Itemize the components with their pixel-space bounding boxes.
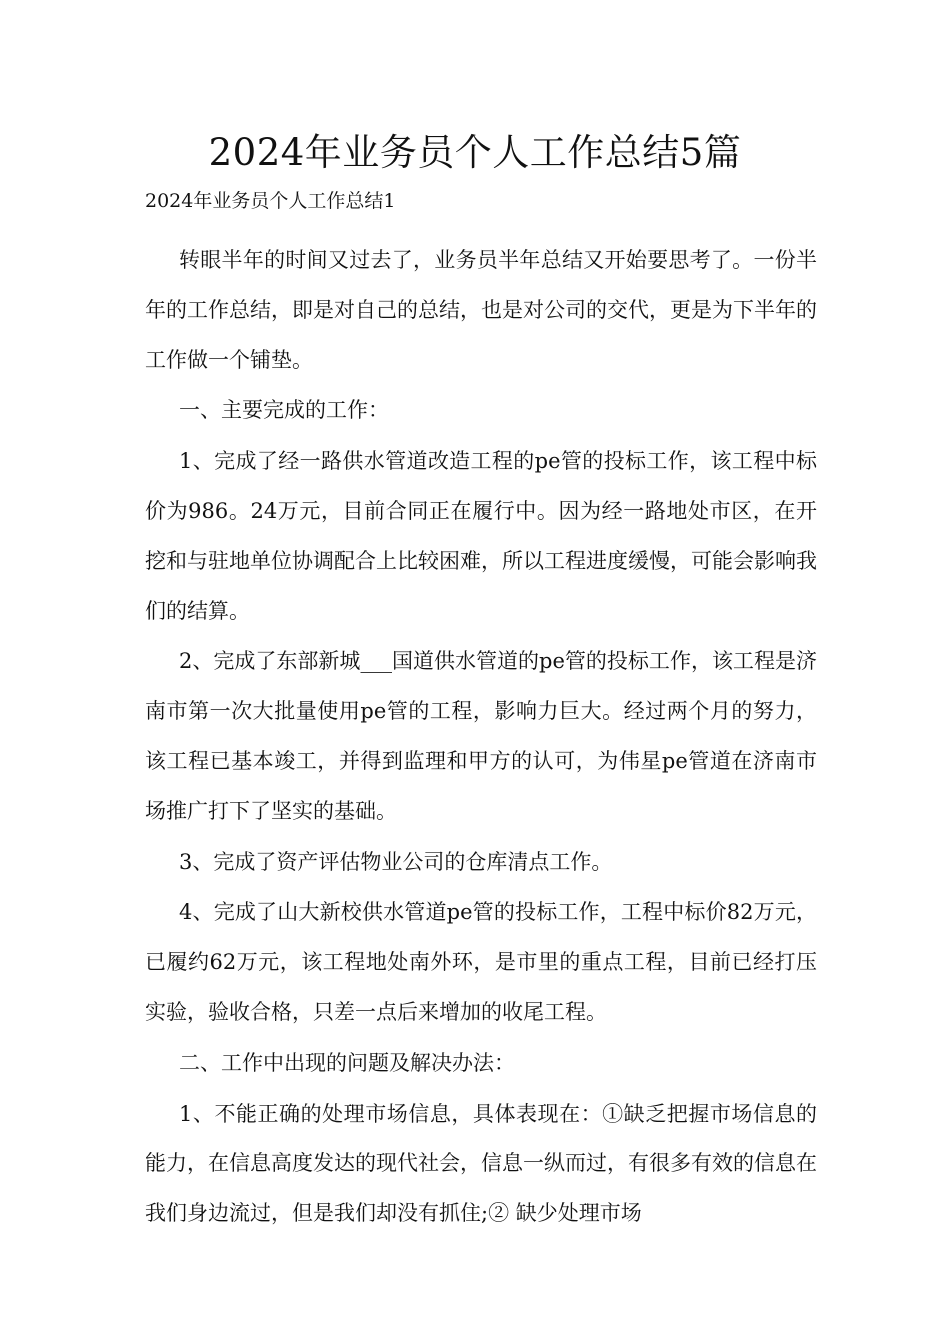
- document-body: [145, 236, 817, 1240]
- paragraph-intro: 转眼半年的时间又过去了，业务员半年总结又开始要思考了。一份半年的工作总结，即是对自己的总结，也是对公司的交代，更是为下半年的工作做一个铺垫。: [145, 248, 817, 372]
- paragraph-item-4: 4、完成了山大新校供水管道pe管的投标工作，工程中标价82万元，已履约62万元，该工程地处南外环，是市里的重点工程，目前已经打压实验，验收合格，只差一点后来增加的收尾工程。: [145, 900, 817, 1024]
- paragraph-item-1: 1、完成了经一路供水管道改造工程的pe管的投标工作，该工程中标价为986。24万元，目前合同正在履行中。因为经一路地处市区，在开挖和与驻地单位协调配合上比较困难，所以工程进度缓慢，可能会影响我们的结算。: [145, 449, 817, 623]
- section-subheading: 2024年业务员个人工作总结1: [145, 190, 396, 212]
- document-title: 2024年业务员个人工作总结5篇: [208, 131, 742, 174]
- section-heading-completed-work: 一、主要完成的工作：: [179, 398, 389, 423]
- paragraph-item-3: 3、完成了资产评估物业公司的仓库清点工作。: [179, 849, 613, 874]
- paragraph-item-2: 2、完成了东部新城___国道供水管道的pe管的投标工作，该工程是济南市第一次大批量使用pe管的工程，影响力巨大。经过两个月的努力，该工程已基本竣工，并得到监理和甲方的认可，为伟星pe管道在济南市场推广打下了坚实的基础。: [145, 649, 817, 823]
- paragraph-problem-1: 1、不能正确的处理市场信息，具体表现在：①缺乏把握市场信息的能力，在信息高度发达的现代社会，信息一纵而过，有很多有效的信息在我们身边流过，但是我们却没有抓住;② 缺少处理市场: [145, 1101, 817, 1226]
- section-heading-problems: 二、工作中出现的问题及解决办法：: [179, 1050, 515, 1075]
